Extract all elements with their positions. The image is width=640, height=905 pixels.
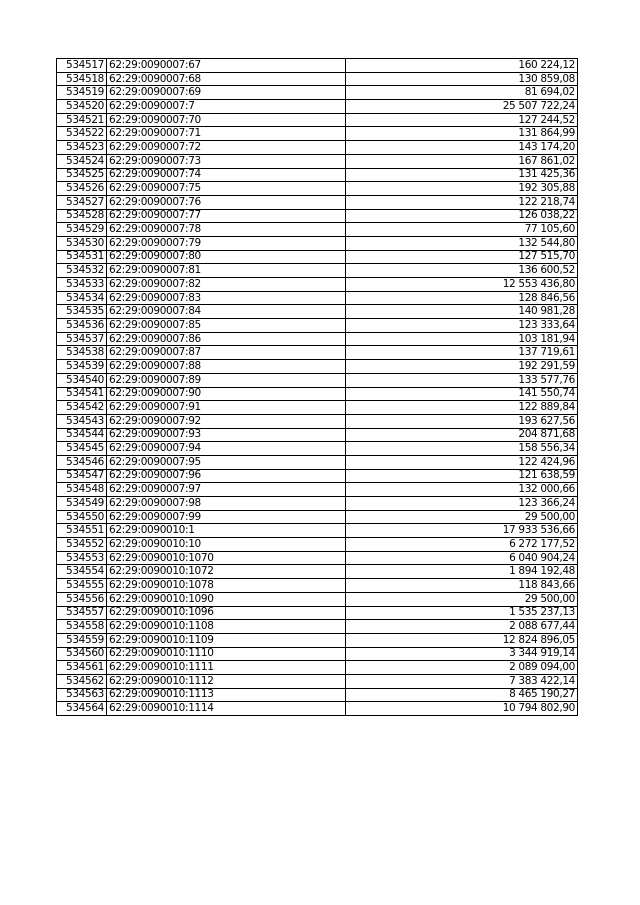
row-number-cell: 534537	[57, 332, 107, 346]
cadastral-number-cell: 62:29:0090010:1090	[107, 592, 346, 606]
cadastral-number-cell: 62:29:0090007:95	[107, 455, 346, 469]
row-number-cell: 534552	[57, 538, 107, 552]
table-row	[57, 592, 578, 606]
table-row	[57, 674, 578, 688]
data-table	[56, 58, 578, 716]
value-cell: 143 174,20	[346, 141, 578, 155]
row-number-cell: 534545	[57, 442, 107, 456]
cadastral-number-cell: 62:29:0090007:89	[107, 373, 346, 387]
table-row	[57, 551, 578, 565]
row-number-cell: 534562	[57, 674, 107, 688]
cadastral-number-cell: 62:29:0090007:69	[107, 86, 346, 100]
value-cell: 126 038,22	[346, 209, 578, 223]
value-cell: 6 272 177,52	[346, 538, 578, 552]
row-number-cell: 534564	[57, 702, 107, 716]
row-number-cell: 534540	[57, 373, 107, 387]
table-row	[57, 291, 578, 305]
cadastral-number-cell: 62:29:0090007:98	[107, 497, 346, 511]
row-number-cell: 534532	[57, 264, 107, 278]
table-row	[57, 250, 578, 264]
row-number-cell: 534556	[57, 592, 107, 606]
row-number-cell: 534550	[57, 510, 107, 524]
value-cell: 12 824 896,05	[346, 633, 578, 647]
table-row	[57, 428, 578, 442]
cadastral-number-cell: 62:29:0090007:93	[107, 428, 346, 442]
table-row	[57, 647, 578, 661]
table-row	[57, 209, 578, 223]
value-cell: 133 577,76	[346, 373, 578, 387]
cadastral-number-cell: 62:29:0090010:1072	[107, 565, 346, 579]
table-row	[57, 469, 578, 483]
value-cell: 128 846,56	[346, 291, 578, 305]
table-row	[57, 387, 578, 401]
row-number-cell: 534525	[57, 168, 107, 182]
row-number-cell: 534517	[57, 59, 107, 73]
value-cell: 1 535 237,13	[346, 606, 578, 620]
table-row	[57, 620, 578, 634]
row-number-cell: 534544	[57, 428, 107, 442]
cadastral-number-cell: 62:29:0090010:1070	[107, 551, 346, 565]
value-cell: 8 465 190,27	[346, 688, 578, 702]
table-row	[57, 538, 578, 552]
row-number-cell: 534548	[57, 483, 107, 497]
row-number-cell: 534557	[57, 606, 107, 620]
cadastral-number-cell: 62:29:0090007:85	[107, 319, 346, 333]
row-number-cell: 534531	[57, 250, 107, 264]
value-cell: 2 089 094,00	[346, 661, 578, 675]
cadastral-number-cell: 62:29:0090010:1114	[107, 702, 346, 716]
cadastral-number-cell: 62:29:0090007:67	[107, 59, 346, 73]
value-cell: 77 105,60	[346, 223, 578, 237]
table-row	[57, 195, 578, 209]
cadastral-number-cell: 62:29:0090007:86	[107, 332, 346, 346]
row-number-cell: 534528	[57, 209, 107, 223]
table-row	[57, 442, 578, 456]
value-cell: 160 224,12	[346, 59, 578, 73]
value-cell: 1 894 192,48	[346, 565, 578, 579]
table-row	[57, 510, 578, 524]
value-cell: 136 600,52	[346, 264, 578, 278]
cadastral-number-cell: 62:29:0090007:96	[107, 469, 346, 483]
value-cell: 10 794 802,90	[346, 702, 578, 716]
table-row	[57, 565, 578, 579]
row-number-cell: 534527	[57, 195, 107, 209]
cadastral-number-cell: 62:29:0090007:76	[107, 195, 346, 209]
cadastral-number-cell: 62:29:0090007:87	[107, 346, 346, 360]
table-row	[57, 264, 578, 278]
cadastral-number-cell: 62:29:0090007:70	[107, 113, 346, 127]
row-number-cell: 534534	[57, 291, 107, 305]
cadastral-number-cell: 62:29:0090007:81	[107, 264, 346, 278]
row-number-cell: 534559	[57, 633, 107, 647]
value-cell: 122 889,84	[346, 401, 578, 415]
row-number-cell: 534526	[57, 182, 107, 196]
cadastral-number-cell: 62:29:0090010:1110	[107, 647, 346, 661]
table-row	[57, 59, 578, 73]
value-cell: 2 088 677,44	[346, 620, 578, 634]
cadastral-number-cell: 62:29:0090007:99	[107, 510, 346, 524]
cadastral-number-cell: 62:29:0090007:91	[107, 401, 346, 415]
row-number-cell: 534560	[57, 647, 107, 661]
table-row	[57, 414, 578, 428]
table-row	[57, 633, 578, 647]
row-number-cell: 534555	[57, 579, 107, 593]
row-number-cell: 534535	[57, 305, 107, 319]
table-row	[57, 154, 578, 168]
cadastral-number-cell: 62:29:0090007:88	[107, 360, 346, 374]
value-cell: 132 000,66	[346, 483, 578, 497]
value-cell: 121 638,59	[346, 469, 578, 483]
row-number-cell: 534523	[57, 141, 107, 155]
value-cell: 17 933 536,66	[346, 524, 578, 538]
cadastral-number-cell: 62:29:0090007:94	[107, 442, 346, 456]
row-number-cell: 534538	[57, 346, 107, 360]
table-body	[57, 59, 578, 716]
row-number-cell: 534536	[57, 319, 107, 333]
value-cell: 123 366,24	[346, 497, 578, 511]
value-cell: 140 981,28	[346, 305, 578, 319]
table-row	[57, 319, 578, 333]
table-row	[57, 141, 578, 155]
cadastral-number-cell: 62:29:0090010:1109	[107, 633, 346, 647]
table-row	[57, 373, 578, 387]
value-cell: 192 291,59	[346, 360, 578, 374]
row-number-cell: 534541	[57, 387, 107, 401]
cadastral-number-cell: 62:29:0090007:90	[107, 387, 346, 401]
value-cell: 167 861,02	[346, 154, 578, 168]
cadastral-number-cell: 62:29:0090007:82	[107, 278, 346, 292]
cadastral-number-cell: 62:29:0090007:79	[107, 236, 346, 250]
cadastral-number-cell: 62:29:0090007:78	[107, 223, 346, 237]
table-row	[57, 278, 578, 292]
table-row	[57, 86, 578, 100]
value-cell: 25 507 722,24	[346, 100, 578, 114]
value-cell: 3 344 919,14	[346, 647, 578, 661]
table-row	[57, 236, 578, 250]
table-row	[57, 661, 578, 675]
table-row	[57, 483, 578, 497]
table-row	[57, 127, 578, 141]
cadastral-number-cell: 62:29:0090007:80	[107, 250, 346, 264]
row-number-cell: 534520	[57, 100, 107, 114]
cadastral-number-cell: 62:29:0090007:84	[107, 305, 346, 319]
row-number-cell: 534546	[57, 455, 107, 469]
cadastral-number-cell: 62:29:0090010:10	[107, 538, 346, 552]
cadastral-number-cell: 62:29:0090010:1113	[107, 688, 346, 702]
value-cell: 29 500,00	[346, 510, 578, 524]
table-row	[57, 688, 578, 702]
table-row	[57, 182, 578, 196]
row-number-cell: 534547	[57, 469, 107, 483]
row-number-cell: 534561	[57, 661, 107, 675]
value-cell: 123 333,64	[346, 319, 578, 333]
value-cell: 7 383 422,14	[346, 674, 578, 688]
row-number-cell: 534549	[57, 497, 107, 511]
row-number-cell: 534542	[57, 401, 107, 415]
cadastral-number-cell: 62:29:0090010:1111	[107, 661, 346, 675]
cadastral-number-cell: 62:29:0090007:97	[107, 483, 346, 497]
row-number-cell: 534539	[57, 360, 107, 374]
value-cell: 158 556,34	[346, 442, 578, 456]
cadastral-number-cell: 62:29:0090007:68	[107, 72, 346, 86]
row-number-cell: 534558	[57, 620, 107, 634]
table-row	[57, 346, 578, 360]
cadastral-number-cell: 62:29:0090007:71	[107, 127, 346, 141]
table-row	[57, 168, 578, 182]
cadastral-number-cell: 62:29:0090007:7	[107, 100, 346, 114]
cadastral-number-cell: 62:29:0090010:1112	[107, 674, 346, 688]
cadastral-number-cell: 62:29:0090007:77	[107, 209, 346, 223]
cadastral-number-cell: 62:29:0090010:1078	[107, 579, 346, 593]
row-number-cell: 534519	[57, 86, 107, 100]
row-number-cell: 534518	[57, 72, 107, 86]
table-row	[57, 497, 578, 511]
table-row	[57, 702, 578, 716]
table-row	[57, 606, 578, 620]
row-number-cell: 534529	[57, 223, 107, 237]
value-cell: 12 553 436,80	[346, 278, 578, 292]
value-cell: 131 425,36	[346, 168, 578, 182]
row-number-cell: 534530	[57, 236, 107, 250]
value-cell: 204 871,68	[346, 428, 578, 442]
row-number-cell: 534522	[57, 127, 107, 141]
value-cell: 122 218,74	[346, 195, 578, 209]
value-cell: 132 544,80	[346, 236, 578, 250]
value-cell: 29 500,00	[346, 592, 578, 606]
row-number-cell: 534524	[57, 154, 107, 168]
cadastral-number-cell: 62:29:0090007:75	[107, 182, 346, 196]
cadastral-number-cell: 62:29:0090007:83	[107, 291, 346, 305]
row-number-cell: 534543	[57, 414, 107, 428]
table-row	[57, 360, 578, 374]
value-cell: 127 244,52	[346, 113, 578, 127]
table-row	[57, 72, 578, 86]
cadastral-number-cell: 62:29:0090007:74	[107, 168, 346, 182]
value-cell: 103 181,94	[346, 332, 578, 346]
row-number-cell: 534533	[57, 278, 107, 292]
row-number-cell: 534521	[57, 113, 107, 127]
value-cell: 127 515,70	[346, 250, 578, 264]
row-number-cell: 534553	[57, 551, 107, 565]
cadastral-number-cell: 62:29:0090007:72	[107, 141, 346, 155]
table-row	[57, 455, 578, 469]
table-row	[57, 524, 578, 538]
table-row	[57, 579, 578, 593]
cadastral-number-cell: 62:29:0090007:73	[107, 154, 346, 168]
value-cell: 193 627,56	[346, 414, 578, 428]
value-cell: 141 550,74	[346, 387, 578, 401]
value-cell: 122 424,96	[346, 455, 578, 469]
value-cell: 131 864,99	[346, 127, 578, 141]
table-row	[57, 401, 578, 415]
row-number-cell: 534563	[57, 688, 107, 702]
table-row	[57, 223, 578, 237]
table-row	[57, 100, 578, 114]
value-cell: 130 859,08	[346, 72, 578, 86]
cadastral-number-cell: 62:29:0090010:1108	[107, 620, 346, 634]
cadastral-number-cell: 62:29:0090010:1096	[107, 606, 346, 620]
row-number-cell: 534554	[57, 565, 107, 579]
table-row	[57, 332, 578, 346]
value-cell: 137 719,61	[346, 346, 578, 360]
table-row	[57, 113, 578, 127]
cadastral-number-cell: 62:29:0090007:92	[107, 414, 346, 428]
row-number-cell: 534551	[57, 524, 107, 538]
cadastral-number-cell: 62:29:0090010:1	[107, 524, 346, 538]
table-row	[57, 305, 578, 319]
value-cell: 118 843,66	[346, 579, 578, 593]
value-cell: 6 040 904,24	[346, 551, 578, 565]
value-cell: 81 694,02	[346, 86, 578, 100]
value-cell: 192 305,88	[346, 182, 578, 196]
